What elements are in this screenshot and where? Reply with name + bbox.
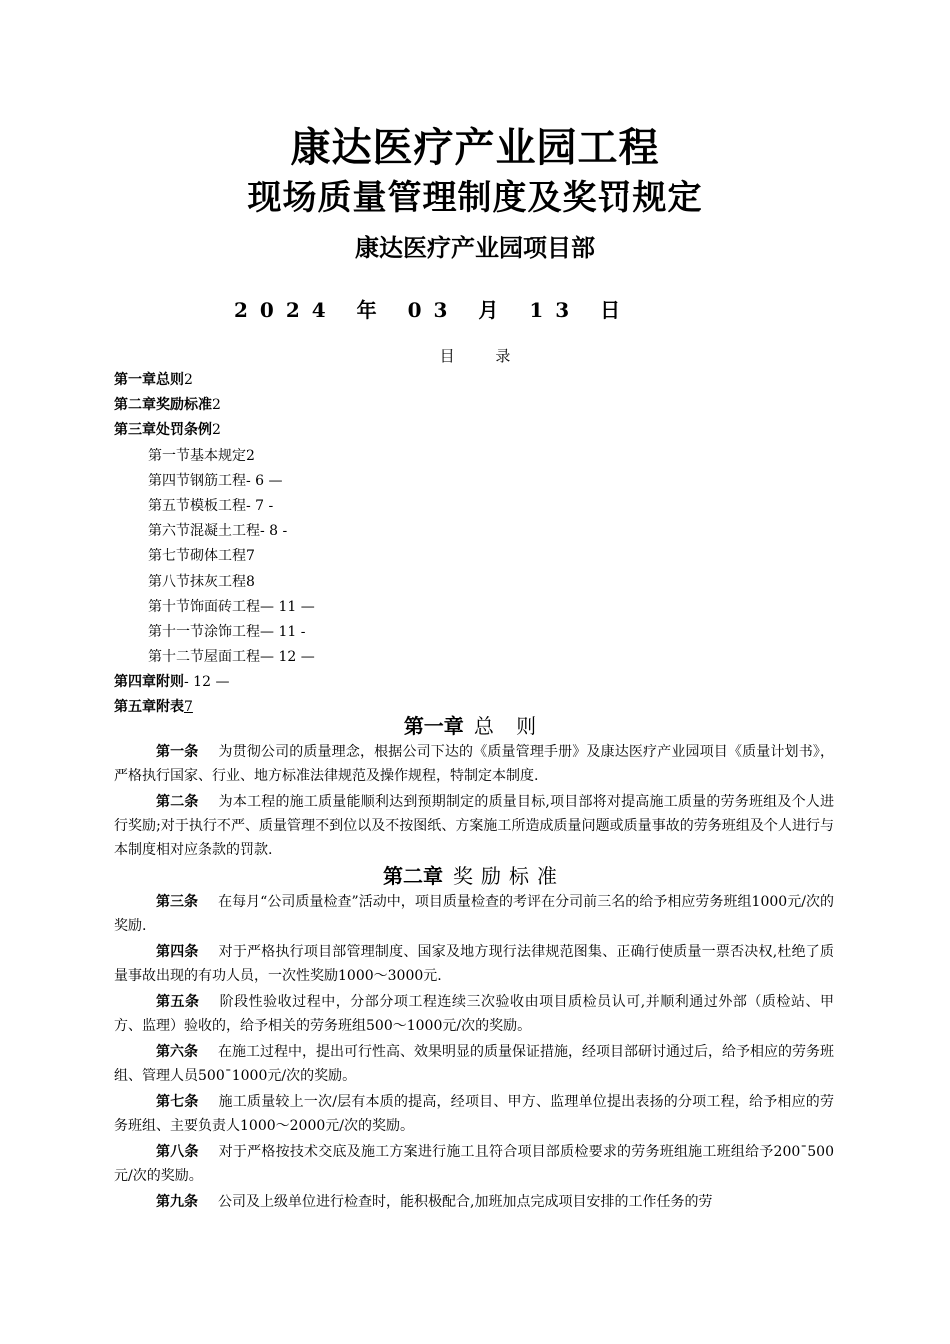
- toc-item-page: 2: [246, 447, 255, 464]
- toc-item-page: 2: [184, 372, 193, 388]
- article-paragraph: [114, 990, 834, 1038]
- toc-item[interactable]: [114, 494, 834, 519]
- article-paragraph: [114, 740, 834, 788]
- toc-item[interactable]: [114, 570, 834, 595]
- toc-item-page: 2: [212, 397, 221, 414]
- article-paragraph: [114, 1040, 834, 1088]
- toc-item[interactable]: [114, 645, 834, 670]
- toc-item-label: 第十节饰面砖工程: [148, 598, 260, 615]
- document-date: 2024 年 03 月 13 日: [234, 298, 633, 322]
- toc-heading: 目 录: [439, 347, 529, 365]
- article-paragraph: [114, 940, 834, 988]
- article-text: 在施工过程中，提出可行性高、效果明显的质量保证措施，经项目部研讨通过后，给予相应的劳务班组、管理人员500¯1000元/次的奖励。: [114, 1044, 834, 1084]
- article-label: 第三条: [156, 894, 199, 910]
- toc-item-page: 7: [184, 699, 193, 716]
- article-text: 阶段性验收过程中，分部分项工程连续三次验收由项目质检员认可,并顺利通过外部（质检站、甲方、监理）验收的，给予相关的劳务班组500～1000元/次的奖励。: [114, 994, 835, 1034]
- toc-item-label: 第五章附表: [114, 699, 184, 716]
- department-name: 康达医疗产业园项目部: [355, 234, 595, 262]
- toc-item-page: — 12 —: [260, 649, 315, 666]
- article-label: 第五条: [156, 994, 200, 1010]
- article-label: 第九条: [156, 1194, 198, 1210]
- toc-item-label: 第八节抹灰工程: [148, 573, 246, 590]
- table-of-contents: [114, 368, 834, 721]
- toc-item-label: 第三章处罚条例: [114, 422, 212, 439]
- article-text: 对于严格执行项目部管理制度、国家及地方现行法律规范图集、正确行使质量一票否决权,杜绝了质量事故出现的有功人员，一次性奖励1000～3000元.: [114, 944, 834, 984]
- toc-item[interactable]: [114, 393, 834, 418]
- toc-item-page: - 6 —: [246, 472, 283, 489]
- toc-item[interactable]: [114, 670, 834, 695]
- toc-item-label: 第四章附则: [114, 674, 184, 691]
- article-text: 对于严格按技术交底及施工方案进行施工且符合项目部质检要求的劳务班组施工班组给予200¯500元/次的奖励。: [114, 1144, 834, 1184]
- toc-item[interactable]: [114, 595, 834, 620]
- article-label: 第七条: [156, 1094, 199, 1110]
- article-text: 为本工程的施工质量能顺利达到预期制定的质量目标,项目部将对提高施工质量的劳务班组及个人进行奖励;对于执行不严、质量管理不到位以及不按图纸、方案施工所造成质量问题或质量事故的劳务班组及个人进行与本制度相对应条款的罚款.: [114, 794, 834, 858]
- toc-item-page: - 12 —: [184, 674, 230, 691]
- chapter-number: 第一章: [403, 714, 464, 738]
- toc-item[interactable]: [114, 444, 834, 469]
- article-label: 第二条: [156, 794, 199, 810]
- toc-item-label: 第六节混凝土工程: [148, 523, 260, 540]
- chapter-title: 总 则: [473, 714, 545, 738]
- article-label: 第八条: [156, 1144, 199, 1160]
- toc-item-page: 7: [246, 548, 255, 565]
- document-title: 康达医疗产业园工程: [290, 125, 660, 171]
- chapter-title: 奖励标准: [453, 864, 565, 888]
- toc-item[interactable]: [114, 620, 834, 645]
- toc-item-page: - 7 -: [246, 497, 274, 514]
- toc-item[interactable]: [114, 418, 834, 443]
- article-text: 公司及上级单位进行检查时，能积极配合,加班加点完成项目安排的工作任务的劳: [218, 1194, 713, 1210]
- chapter-number: 第二章: [383, 864, 443, 888]
- article-paragraph: [114, 890, 834, 938]
- article-paragraph: [114, 1090, 834, 1138]
- toc-item-page: 2: [212, 422, 221, 439]
- toc-item-label: 第十一节涂饰工程: [148, 623, 260, 640]
- article-paragraph: [114, 790, 834, 862]
- article-label: 第六条: [156, 1044, 198, 1060]
- article-text: 在每月“公司质量检查”活动中，项目质量检查的考评在分司前三名的给予相应劳务班组1000元/次的奖励.: [114, 894, 834, 934]
- document-subtitle: 现场质量管理制度及奖罚规定: [247, 178, 703, 218]
- toc-item-label: 第二章奖励标准: [114, 397, 212, 414]
- article-text: 为贯彻公司的质量理念，根据公司下达的《质量管理手册》及康达医疗产业园项目《质量计划书》，严格执行国家、行业、地方标准法律规范及操作规程，特制定本制度.: [114, 744, 835, 784]
- toc-item-label: 第五节模板工程: [148, 497, 246, 514]
- toc-item-label: 第七节砌体工程: [148, 548, 246, 565]
- chapter-heading: [114, 862, 834, 890]
- article-paragraph: [114, 1140, 834, 1188]
- toc-item[interactable]: [114, 368, 834, 393]
- toc-item[interactable]: [114, 469, 834, 494]
- toc-item-label: 第四节钢筋工程: [148, 472, 246, 489]
- toc-item[interactable]: [114, 519, 834, 544]
- toc-item-label: 第一章总则: [114, 372, 184, 388]
- toc-item-label: 第十二节屋面工程: [148, 649, 260, 666]
- toc-item-label: 第一节基本规定: [148, 447, 246, 464]
- document-body: [114, 712, 834, 1214]
- article-label: 第一条: [156, 744, 199, 760]
- toc-item-page: — 11 —: [260, 598, 315, 615]
- toc-item-page: - 8 -: [260, 523, 288, 540]
- chapter-heading: [114, 712, 834, 740]
- toc-item-page: 8: [246, 573, 255, 590]
- toc-item[interactable]: [114, 544, 834, 569]
- toc-item-page: — 11 -: [260, 623, 306, 640]
- article-paragraph: [114, 1190, 834, 1214]
- article-label: 第四条: [156, 944, 199, 960]
- article-text: 施工质量较上一次/层有本质的提高，经项目、甲方、监理单位提出表扬的分项工程，给予相应的劳务班组、主要负责人1000～2000元/次的奖励。: [114, 1094, 834, 1134]
